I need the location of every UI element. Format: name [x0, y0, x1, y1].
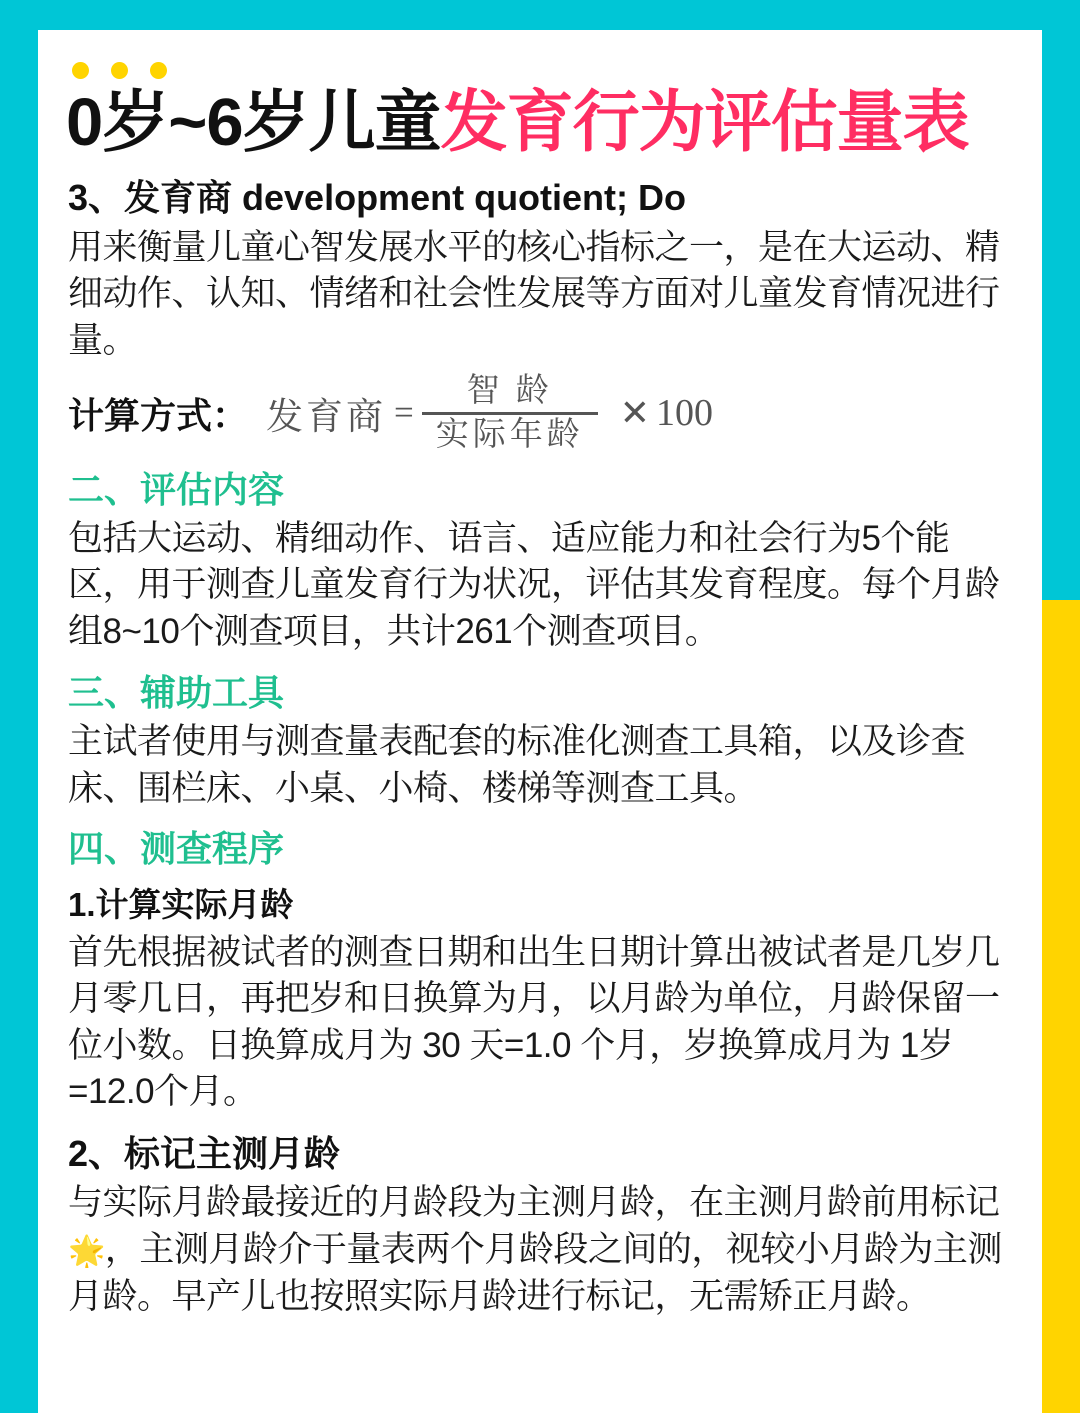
formula-factor: 100: [655, 392, 713, 435]
page-title: [66, 85, 1018, 160]
dot-icon: [111, 62, 128, 79]
page-title-plain: 0岁~6岁儿童: [66, 85, 441, 160]
dot-icon: [150, 62, 167, 79]
dot-icon: [72, 62, 89, 79]
step2-heading: 2、标记主测月龄: [68, 1132, 341, 1174]
dq-heading: 3、发育商 development quotient; Do: [68, 177, 687, 219]
formula-row: [68, 374, 1018, 452]
formula-fraction: [422, 374, 598, 452]
section-heading-evaluation-content: 二、评估内容: [68, 468, 285, 510]
step2-paragraph: [68, 1180, 1018, 1320]
star-icon: 🌟: [68, 1234, 105, 1268]
section-heading-test-procedure: 四、测查程序: [68, 828, 285, 870]
step2-paragraph-part-b: ，主测月龄介于量表两个月龄段之间的，视较小月龄为主测月龄。早产儿也按照实际月龄进行标记，无需矫正月龄。: [68, 1229, 1002, 1316]
formula-lhs: 发育商: [266, 397, 387, 439]
document-content: [38, 30, 1042, 1413]
decorative-dots: [72, 62, 1018, 79]
step1-paragraph: 首先根据被试者的测查日期和出生日期计算出被试者是几岁几月零几日，再把岁和日换算为月，以月龄为单位，月龄保留一位小数。日换算成月为 30 天=1.0 个月，岁换算成月为 1岁=12.0个月。: [68, 932, 1000, 1112]
evaluation-content-paragraph: 包括大运动、精细动作、语言、适应能力和社会行为5个能区，用于测查儿童发育行为状况，评估其发育程度。每个月龄组8~10个测查项目，共计261个测查项目。: [68, 518, 1000, 652]
formula-times-icon: ✕: [619, 393, 650, 434]
dq-paragraph: 用来衡量儿童心智发展水平的核心指标之一，是在大运动、精细动作、认知、情绪和社会性发展等方面对儿童发育情况进行量。: [68, 227, 1000, 360]
auxiliary-tools-paragraph: 主试者使用与测查量表配套的标准化测查工具箱，以及诊查床、围栏床、小桌、小椅、楼梯等测查工具。: [68, 721, 966, 808]
section-heading-auxiliary-tools: 三、辅助工具: [68, 671, 285, 713]
formula-denominator: 实际年龄: [435, 416, 584, 453]
formula-numerator: 智 龄: [466, 373, 553, 410]
page-title-accent: 发育行为评估量表: [440, 85, 969, 160]
dq-formula: [266, 374, 713, 452]
formula-label: 计算方式：: [68, 394, 249, 436]
step2-paragraph-part-a: 与实际月龄最接近的月龄段为主测月龄，在主测月龄前用标记: [68, 1183, 1000, 1223]
step1-heading: 1.计算实际月龄: [68, 886, 294, 924]
formula-equals: =: [394, 393, 414, 433]
